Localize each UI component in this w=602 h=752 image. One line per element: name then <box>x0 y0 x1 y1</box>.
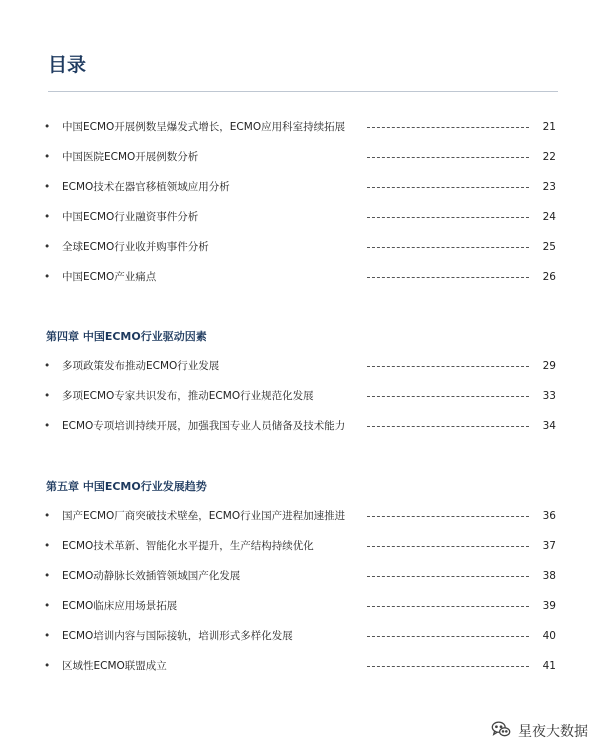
toc-entry-text: 多项ECMO专家共识发布，推动ECMO行业规范化发展 <box>62 390 314 402</box>
dot-leader <box>367 187 529 188</box>
toc-entry[interactable] <box>0 358 602 374</box>
toc-entry-page: 26 <box>542 271 556 283</box>
toc-entry[interactable] <box>0 209 602 225</box>
watermark-label: 星夜大数据 <box>518 724 588 740</box>
dot-leader <box>367 636 529 637</box>
toc-entry[interactable] <box>0 538 602 554</box>
toc-entry-page: 34 <box>542 420 556 432</box>
chapter-heading[interactable]: 第四章 中国ECMO行业驱动因素 <box>46 330 207 343</box>
bullet-icon: • <box>44 600 51 612</box>
bullet-icon: • <box>44 360 51 372</box>
toc-entry-text: ECMO技术革新、智能化水平提升，生产结构持续优化 <box>62 540 314 552</box>
dot-leader <box>367 426 529 427</box>
toc-entry-page: 25 <box>542 241 556 253</box>
bullet-icon: • <box>44 660 51 672</box>
dot-leader <box>367 277 529 278</box>
page-title: 目录 <box>48 54 87 76</box>
watermark <box>490 720 588 742</box>
toc-entry-text: ECMO临床应用场景拓展 <box>62 600 178 612</box>
toc-entry-page: 41 <box>542 660 556 672</box>
bullet-icon: • <box>44 390 51 402</box>
dot-leader <box>367 606 529 607</box>
dot-leader <box>367 217 529 218</box>
toc-entry[interactable] <box>0 388 602 404</box>
toc-entry-page: 29 <box>542 360 556 372</box>
toc-entry[interactable] <box>0 269 602 285</box>
toc-entry-page: 39 <box>542 600 556 612</box>
toc-entry-text: 中国ECMO行业融资事件分析 <box>62 211 199 223</box>
toc-entry[interactable] <box>0 568 602 584</box>
dot-leader <box>367 576 529 577</box>
toc-entry-page: 21 <box>542 121 556 133</box>
toc-entry-page: 40 <box>542 630 556 642</box>
dot-leader <box>367 366 529 367</box>
toc-entry-text: ECMO专项培训持续开展，加强我国专业人员储备及技术能力 <box>62 420 346 432</box>
bullet-icon: • <box>44 241 51 253</box>
dot-leader <box>367 157 529 158</box>
toc-entry[interactable] <box>0 239 602 255</box>
dot-leader <box>367 516 529 517</box>
toc-entry-page: 38 <box>542 570 556 582</box>
wechat-icon <box>490 718 512 744</box>
toc-entry-page: 36 <box>542 510 556 522</box>
toc-entry[interactable] <box>0 179 602 195</box>
bullet-icon: • <box>44 420 51 432</box>
toc-entry[interactable] <box>0 658 602 674</box>
bullet-icon: • <box>44 570 51 582</box>
toc-entry-text: 多项政策发布推动ECMO行业发展 <box>62 360 220 372</box>
toc-entry-page: 37 <box>542 540 556 552</box>
bullet-icon: • <box>44 271 51 283</box>
bullet-icon: • <box>44 151 51 163</box>
toc-entry-text: 中国ECMO开展例数呈爆发式增长，ECMO应用科室持续拓展 <box>62 121 346 133</box>
dot-leader <box>367 127 529 128</box>
bullet-icon: • <box>44 121 51 133</box>
toc-entry-text: 区域性ECMO联盟成立 <box>62 660 167 672</box>
toc-entry-text: 全球ECMO行业收并购事件分析 <box>62 241 209 253</box>
toc-entry[interactable] <box>0 418 602 434</box>
toc-entry[interactable] <box>0 628 602 644</box>
bullet-icon: • <box>44 181 51 193</box>
toc-entry-text: 中国ECMO产业痛点 <box>62 271 157 283</box>
bullet-icon: • <box>44 510 51 522</box>
toc-entry-page: 33 <box>542 390 556 402</box>
toc-entry-page: 22 <box>542 151 556 163</box>
toc-entry-text: ECMO动静脉长效插管领域国产化发展 <box>62 570 241 582</box>
toc-entry-page: 23 <box>542 181 556 193</box>
dot-leader <box>367 666 529 667</box>
title-divider <box>48 91 558 92</box>
toc-entry-text: ECMO技术在器官移植领域应用分析 <box>62 181 230 193</box>
bullet-icon: • <box>44 540 51 552</box>
toc-entry[interactable] <box>0 119 602 135</box>
toc-entry[interactable] <box>0 149 602 165</box>
bullet-icon: • <box>44 211 51 223</box>
dot-leader <box>367 546 529 547</box>
chapter-heading[interactable]: 第五章 中国ECMO行业发展趋势 <box>46 480 207 493</box>
toc-entry-page: 24 <box>542 211 556 223</box>
bullet-icon: • <box>44 630 51 642</box>
toc-entry-text: 国产ECMO厂商突破技术壁垒，ECMO行业国产进程加速推进 <box>62 510 346 522</box>
dot-leader <box>367 396 529 397</box>
toc-entry[interactable] <box>0 598 602 614</box>
dot-leader <box>367 247 529 248</box>
toc-entry-text: ECMO培训内容与国际接轨，培训形式多样化发展 <box>62 630 293 642</box>
toc-entry[interactable] <box>0 508 602 524</box>
toc-entry-text: 中国医院ECMO开展例数分析 <box>62 151 199 163</box>
